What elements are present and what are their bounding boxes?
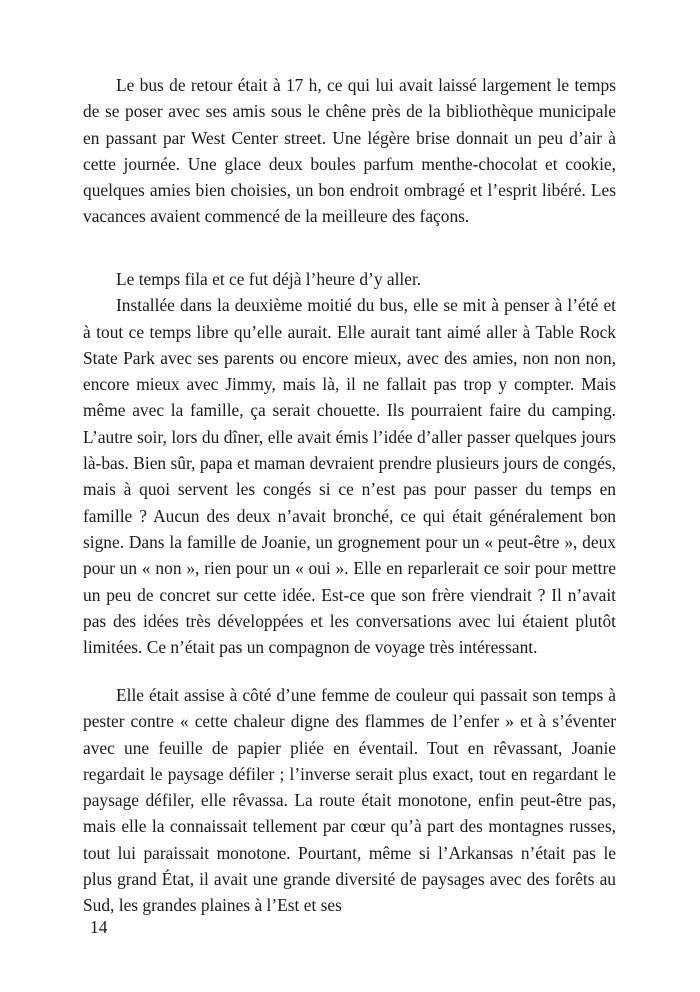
paragraph: Installée dans la deuxième moitié du bus, elle se mit à penser à l’été et à tout ce temps libre qu’elle aurait. Elle aurait tant aimé aller à Table Rock State Park avec ses parents ou encore mieux, avec des amies, non non non, encore mieux avec Jimmy, mais là, il ne fallait pas trop y compter. Mais même avec la famille, ça serait chouette. Ils pourraient faire du camping. L’autre soir, lors du dîner, elle avait émis l’idée d’aller passer quelques jours là-bas. Bien sûr, papa et maman devraient prendre plusieurs jours de congés, mais à quoi servent les congés si ce n’est pas pour passer du temps en famille ? Aucun des deux n’avait bronché, ce qui était généralement bon signe. Dans la famille de Joanie, un grognement pour un « peut-être », deux pour un « non », rien pour un « oui ». Elle en reparlerait ce soir pour mettre un peu de concret sur cette idée. Est-ce que son frère viendrait ? Il n’avait pas des idées très développées et les conversations avec lui étaient plutôt limitées. Ce n’était pas un compagnon de voyage très intéressant. bbox=[83, 295, 616, 658]
section-2 bbox=[83, 266, 616, 660]
section-3 bbox=[83, 682, 616, 919]
page-number: 14 bbox=[90, 917, 108, 937]
section-1 bbox=[83, 72, 616, 230]
paragraph: Elle était assise à côté d’une femme de couleur qui passait son temps à pester contre « cette chaleur digne des flammes de l’enfer » et à s’éventer avec une feuille de papier pliée en éventail. Tout en rêvassant, Joanie regardait le paysage défiler ; l’inverse serait plus exact, tout en regardant le paysage défiler, elle rêvassa. La route était monotone, enfin peut-être pas, mais elle la connaissait tellement par cœur qu’à part des montagnes russes, tout lui paraissait monotone. Pourtant, même si l’Arkansas n’était pas le plus grand État, il avait une grande diversité de paysages avec des forêts au Sud, les grandes plaines à l’Est et ses bbox=[83, 685, 616, 916]
paragraph: Le temps fila et ce fut déjà l’heure d’y aller. bbox=[116, 269, 422, 289]
paragraph: Le bus de retour était à 17 h, ce qui lui avait laissé largement le temps de se poser avec ses amis sous le chêne près de la bibliothèque municipale en passant par West Center street. Une légère brise donnait un peu d’air à cette journée. Une glace deux boules parfum menthe-chocolat et cookie, quelques amies bien choisies, un bon endroit ombragé et l’esprit libéré. Les vacances avaient commencé de la meilleure des façons. bbox=[83, 75, 616, 227]
